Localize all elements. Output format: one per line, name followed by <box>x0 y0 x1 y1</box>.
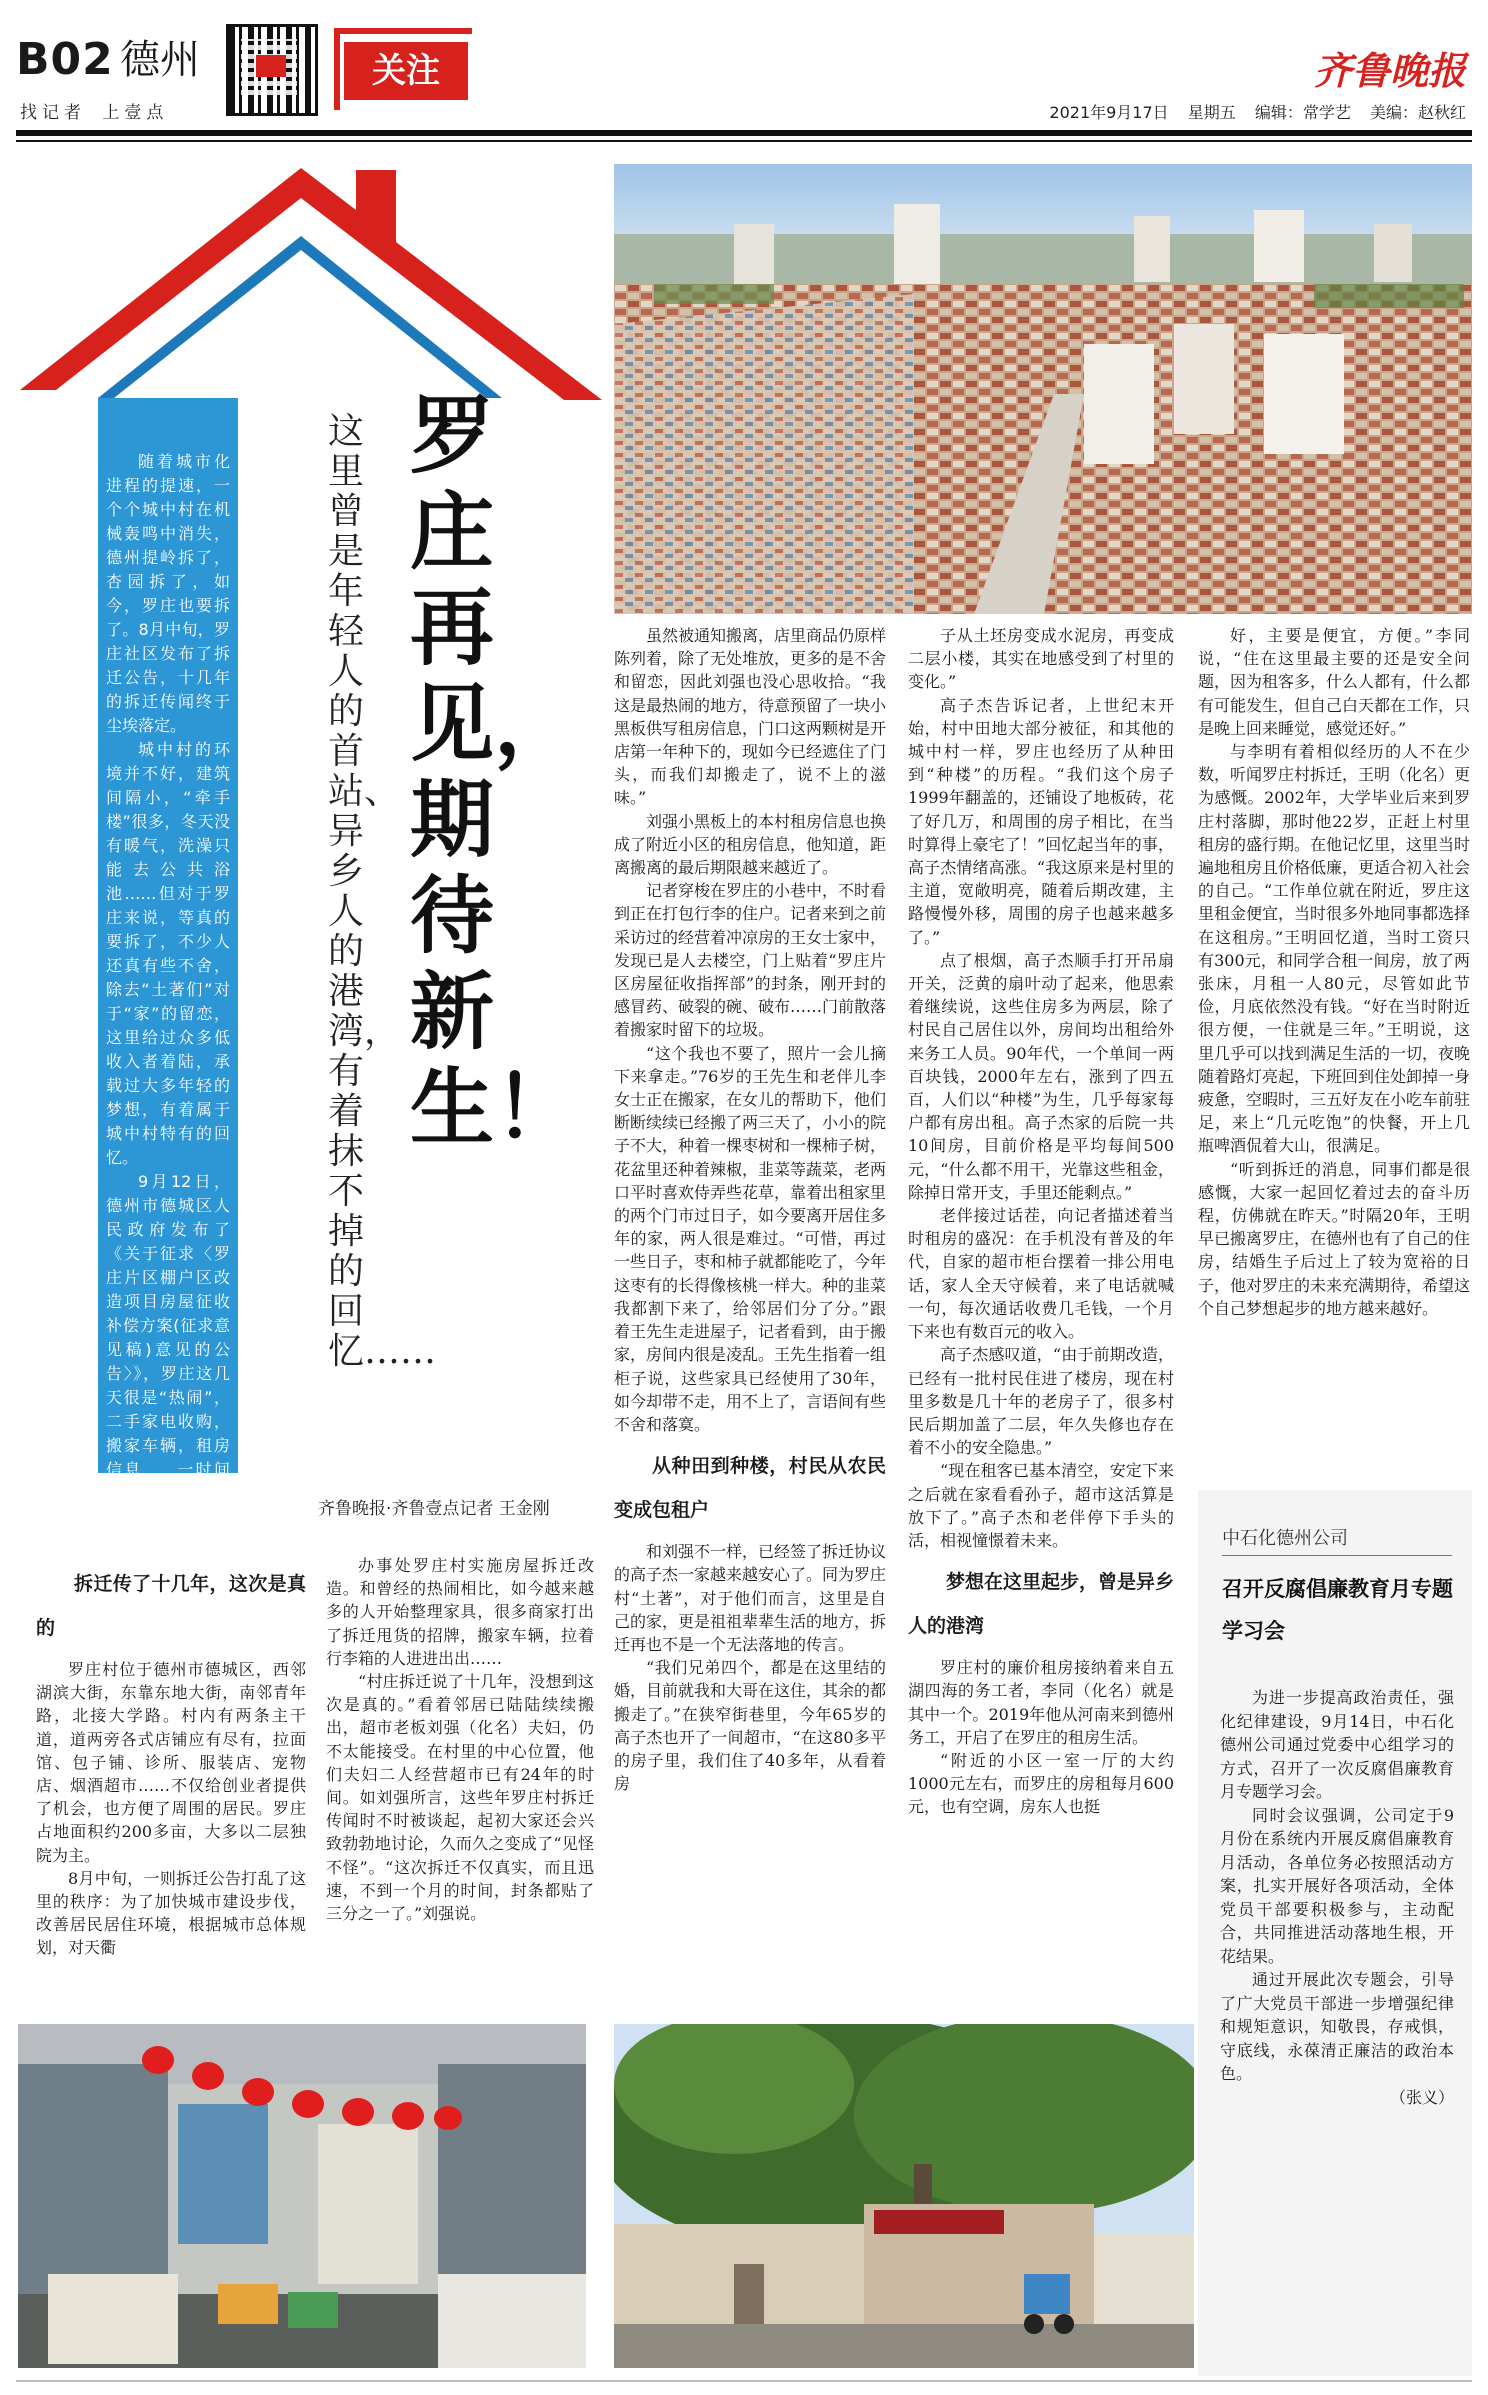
brief-news-title[interactable]: 召开反腐倡廉教育月专题学习会 <box>1222 1577 1453 1643</box>
article-paragraph: 点了根烟，高子杰顺手打开吊扇开关，泛黄的扇叶动了起来，他思索着继续说，这些住房多为两层，除了村民自己居住以外，房间均出租给外来务工人员。90年代，一个单间一两百块钱，2000年左右，涨到了四五百，人们以“种楼”为生，几乎每家每户都有房出租。高子杰家的后院一共10间房，目前价格是平均每间500元，“什么都不用干，光靠这些租金，除掉日常开支，手里还能剩点。” <box>908 950 1174 1202</box>
section-tab: 关注 <box>344 42 468 100</box>
brief-news-body <box>1220 1686 1454 2109</box>
article-paragraph: 老伴接过话茬，向记者描述着当时租房的盛况：在手机没有普及的年代，自家的超市柜台摆着一排公用电话，家人全天守候着，来了电话就喊一句，每次通话收费几毛钱，一个月下来也有数百元的收入。 <box>908 1206 1174 1342</box>
article-paragraph: 办事处罗庄村实施房屋拆迁改造。和曾经的热闹相比，如今越来越多的人开始整理家具，很多商家打出了拆迁甩货的招牌，搬家车辆，拉着行李箱的人进进出出…… <box>326 1556 594 1668</box>
article-paragraph: 与李明有着相似经历的人不在少数，听闻罗庄村拆迁，王明（化名）更为感慨。2002年，大学毕业后来到罗庄村落脚，那时他22岁，正赶上村里租房的盛行期。在他记忆里，这里当时遍地租房且价格低廉，更适合初入社会的自己。“工作单位就在附近，罗庄这里租金便宜，当时很多外地同事都选择在这租房。”王明回忆道，当时工资只有300元，和同学合租一间房，放了两张床，月租一人80元，尽管如此节俭，月底依然没有钱。“好在当时附近很方便，一住就是三年。”王明说，这里几乎可以找到满足生活的一切，夜晚随着路灯亮起，下班回到住处卸掉一身疲惫，空暇时，三五好友在小吃车前驻足，来上“几元吃饱”的快餐，开上几瓶啤酒侃着大山，很满足。 <box>1198 742 1471 1156</box>
article-paragraph: 记者穿梭在罗庄的小巷中，不时看到正在打包行李的住户。记者来到之前采访过的经营着冲凉房的王女士家中，发现已是人去楼空，门上贴着“罗庄片区房屋征收指挥部”的封条，刚开封的感冒药、破裂的碗、破布……门前散落着搬家时留下的垃圾。 <box>614 881 887 1040</box>
issue-weekday: 星期五 <box>1187 103 1236 122</box>
article-column-4 <box>908 624 1174 1819</box>
article-paragraph: 刘强小黑板上的本村租房信息也换成了附近小区的租房信息，他知道，距离搬离的最后期限越来越近了。 <box>614 811 887 878</box>
brief-news-signature: （张义） <box>1389 2087 1454 2107</box>
article-paragraph: “附近的小区一室一厅的大约1000元左右，而罗庄的房租每月600元，也有空调，房东人也挺 <box>908 1750 1174 1817</box>
article-subheadline: 这里曾是年轻人的首站、异乡人的港湾，有着抹不掉的回忆…… <box>328 411 437 1372</box>
intro-paragraph: 随着城市化进程的提速，一个个城中村在机械轰鸣中消失，德州提岭拆了，杏园拆了，如今，罗庄也要拆了。8月中旬，罗庄社区发布了拆迁公告，十几年的拆迁传闻终于尘埃落定。 <box>106 452 230 735</box>
article-headline: 罗庄再见，期待新生！ <box>410 386 579 1157</box>
section-heading: 梦想在这里起步，曾是异乡人的港湾 <box>908 1571 1175 1638</box>
village-street-photo <box>614 2024 1194 2368</box>
article-paragraph: “听到拆迁的消息，同事们都是很感慨，大家一起回忆着过去的奋斗历程，仿佛就在昨天。”时隔20年，王明早已搬离罗庄，在德州也有了自己的住房，结婚生子后过上了较为宽裕的日子，他对罗庄的未来充满期待，希望这个自己梦想起步的地方越来越好。 <box>1198 1159 1471 1318</box>
slogan: 找记者 上壹点 <box>20 103 169 123</box>
article-paragraph: 高子杰告诉记者，上世纪末开始，村中田地大部分被征，和其他的城中村一样，罗庄也经历了从种田到“种楼”的历程。“我们这个房子1999年翻盖的，还铺设了地板砖，花了好几万，和周围的房子相比，在当时算得上豪宅了！”回忆起当年的事，高子杰情绪高涨。“我这原来是村里的主道，宽敞明亮，随着后期改建，主路慢慢外移，周围的房子也越来越多了。” <box>908 695 1174 947</box>
brief-news-organization: 中石化德州公司 <box>1222 1528 1348 1549</box>
article-column-2 <box>326 1554 594 1925</box>
article-paragraph: “现在租客已基本清空，安定下来之后就在家看看孙子，超市这活算是放下了。”高子杰和老伴停下手头的活，相视憧憬着未来。 <box>908 1461 1174 1550</box>
brief-news-divider <box>1222 1555 1452 1556</box>
issue-date: 2021年9月17日 <box>1049 103 1169 122</box>
intro-paragraph: 城中村的环境并不好，建筑间隔小，“牵手楼”很多，冬天没有暖气，洗澡只能去公共浴池……但对于罗庄来说，等真的要拆了，不少人还真有些不舍，除去“土著们”对于“家”的留恋，这里给过众多低收入者着陆，承载过大多年轻的梦想，有着属于城中村特有的回忆。 <box>106 740 230 1167</box>
article-paragraph: 罗庄村的廉价租房接纳着来自五湖四海的务工者，李同（化名）就是其中一个。2019年他从河南来到德州务工，开启了在罗庄的租房生活。 <box>908 1658 1174 1747</box>
section-heading: 从种田到种楼，村民从农民变成包租户 <box>614 1455 886 1522</box>
issue-meta <box>1035 100 1466 123</box>
aerial-village-photo <box>614 164 1472 614</box>
article-byline: 齐鲁晚报·齐鲁壹点记者 王金刚 <box>318 1499 550 1519</box>
article-column-1 <box>36 1554 306 1960</box>
designer-credit: 美编：赵秋红 <box>1369 103 1466 122</box>
intro-text <box>106 450 230 1554</box>
section-title: 德州 <box>120 37 200 83</box>
header-divider <box>16 130 1472 136</box>
article-paragraph: 8月中旬，一则拆迁公告打乱了这里的秩序：为了加快城市建设步伐，改善居民居住环境，根据城市总体规划，对天衢 <box>36 1868 306 1958</box>
newspaper-logo: 齐鲁晚报 <box>1313 48 1466 93</box>
store-interior-photo <box>18 2024 586 2368</box>
brief-news-paragraph: 为进一步提高政治责任，强化纪律建设，9月14日，中石化德州公司通过党委中心组学习的方式，召开了一次反腐倡廉教育月专题学习会。 <box>1220 1688 1454 1801</box>
article-paragraph: 罗庄村位于德州市德城区，西邻湖滨大街，东靠东地大街，南邻青年路，北接大学路。村内有两条主干道，道两旁各式店铺应有尽有，拉面馆、包子铺、诊所、服装店、宠物店、烟酒超市……不仅给创业者提供了机会，也方便了周围的居民。罗庄占地面积约200多亩，大多以二层独院为主。 <box>36 1660 306 1865</box>
article-column-3 <box>614 624 886 1795</box>
article-paragraph: 虽然被通知搬离，店里商品仍原样陈列着，除了无处堆放，更多的是不舍和留恋，因此刘强也没心思收拾。“我这是最热闹的地方，待意预留了一块小黑板供写租房信息，门口这两颗树是开店第一年种下的，现如今已经遮住了门头，而我们却搬走了，说不上的滋味。” <box>614 626 887 808</box>
article-paragraph: “我们兄弟四个，都是在这里结的婚，目前就我和大哥在这住，其余的都搬走了。”在狭窄街巷里，今年65岁的高子杰也开了一间超市，“在这80多平的房子里，我们住了40多年，从看着房 <box>614 1658 887 1794</box>
article-paragraph: “这个我也不要了，照片一会儿摘下来拿走。”76岁的王先生和老伴儿李女士正在搬家，在女儿的帮助下，他们断断续续已经搬了两三天了，小小的院子不大，种着一棵枣树和一棵柿子树，花盆里还种着辣椒，韭菜等蔬菜，老两口平时喜欢侍弄些花草，靠着出租家里的两个门市过日子，如今要离开居住多年的家，两人很是难过。“可惜，再过一些日子，枣和柿子就都能吃了，今年这枣有的长得像核桃一样大。种的韭菜我都割下来了，给邻居们分了分。”跟着王先生走进屋子，记者看到，由于搬家，房间内很是凌乱。王先生指着一组柜子说，这些家具已经使用了30年，如今却带不走，用不上了，言语间有些不舍和落寞。 <box>614 1043 887 1434</box>
article-paragraph: 高子杰感叹道，“由于前期改造，已经有一批村民住进了楼房，现在村里多数是几十年的老房子了，很多村民后期加盖了二层，年久失修也存在着不小的安全隐患。” <box>908 1345 1174 1458</box>
article-paragraph: 好，主要是便宜，方便。”李同说，“住在这里最主要的还是安全问题，因为租客多，什么人都有，什么都有可能发生，但自己白天都在工作，只是晚上回来睡觉，感觉还好。” <box>1198 626 1471 738</box>
page-bottom-rule <box>16 2380 1472 2382</box>
intro-paragraph: 9月12日，德州市德城区人民政府发布了《关于征求〈罗庄片区棚户区改造项目房屋征收补偿方案(征求意见稿)意见的公告〉》，罗庄这几天很是“热闹”，二手家电收购，搬家车辆，租房信息……一时间都聚集在这个占地面积200多亩的“城中村”。 <box>106 1172 230 1551</box>
brief-news-paragraph: 同时会议强调，公司定于9月份在系统内开展反腐倡廉教育月活动，各单位务必按照活动方案，扎实开展好各项活动，全体党员干部要积极参与，主动配合，共同推进活动落地生根，开花结果。 <box>1220 1805 1454 1966</box>
article-paragraph: 子从土坯房变成水泥房，再变成二层小楼，其实在地感受到了村里的变化。” <box>908 626 1174 692</box>
section-heading: 拆迁传了十几年，这次是真的 <box>36 1573 306 1639</box>
page-number: B02 <box>16 34 114 85</box>
article-paragraph: 和刘强不一样，已经签了拆迁协议的高子杰一家越来越安心了。同为罗庄村“土著”，对于他们而言，这里是自己的家，更是祖祖辈辈生活的地方，拆迁再也不是一个无法落地的传言。 <box>614 1542 887 1654</box>
editor-credit: 编辑：常学艺 <box>1254 103 1351 122</box>
house-roof-icon <box>16 150 606 430</box>
article-paragraph: “村庄拆迁说了十几年，没想到这次是真的。”看着邻居已陆陆续续搬出，超市老板刘强（化名）夫妇，仍不太能接受。在村里的中心位置，他们夫妇二人经营超市已有24年的时间。如刘强所言，这些年罗庄村拆迁传闻时不时被谈起，起初大家还会兴致勃勃地讨论，久而久之变成了“见怪不怪”。“这次拆迁不仅真实，而且迅速，不到一个月的时间，封条都贴了三分之一了。”刘强说。 <box>326 1672 594 1924</box>
header-divider-thin <box>16 140 1472 142</box>
qr-logo-icon <box>256 55 286 77</box>
brief-news-paragraph: 通过开展此次专题会，引导了广大党员干部进一步增强纪律和规矩意识，知敬畏，存戒惧，守底线，永葆清正廉洁的政治本色。 <box>1220 1970 1454 2083</box>
article-column-5 <box>1198 624 1470 1320</box>
